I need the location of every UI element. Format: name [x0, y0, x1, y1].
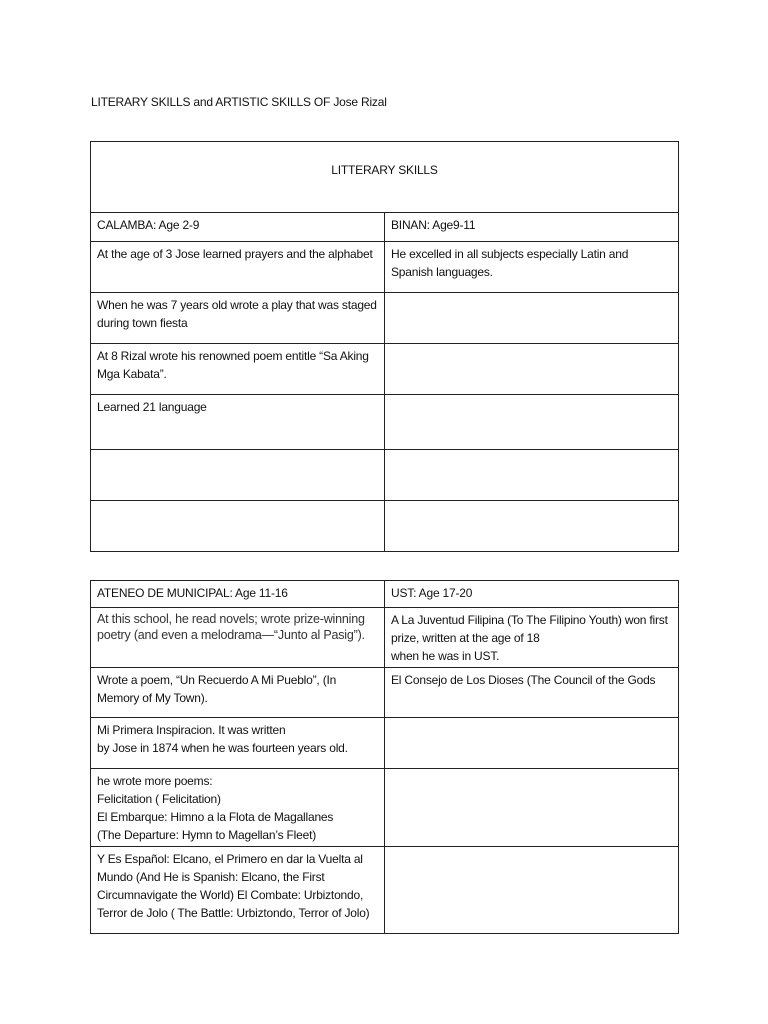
table-row — [91, 344, 679, 395]
table-cell: he wrote more poems: Felicitation ( Felicitation) El Embarque: Himno a la Flota de Magallanes (The Departure: Hymn to Magellan’s Fleet) — [91, 769, 385, 847]
table-cell — [385, 501, 679, 552]
table-row — [91, 847, 679, 934]
table-cell: At 8 Rizal wrote his renowned poem entitle “Sa Aking Mga Kabata”. — [91, 344, 385, 395]
table-row — [91, 608, 679, 668]
header-ateneo: ATENEO DE MUNICIPAL: Age 11-16 — [91, 581, 385, 608]
table-cell — [91, 501, 385, 552]
table-cell: He excelled in all subjects especially Latin and Spanish languages. — [385, 242, 679, 293]
table-cell — [385, 718, 679, 769]
school-skills-table — [90, 580, 679, 934]
table-row — [91, 242, 679, 293]
table-cell — [385, 293, 679, 344]
table-cell: At the age of 3 Jose learned prayers and the alphabet — [91, 242, 385, 293]
table-cell: Y Es Español: Elcano, el Primero en dar la Vuelta al Mundo (And He is Spanish: Elcano, the First Circumnavigate the World) El Combate: Urbiztondo, Terror de Jolo ( The Battle: Urbiztondo, Terror of Jolo) — [91, 847, 385, 934]
table-cell: Mi Primera Inspiracion. It was written by Jose in 1874 when he was fourteen years old. — [91, 718, 385, 769]
table-row — [91, 293, 679, 344]
table-cell — [385, 769, 679, 847]
table-row — [91, 718, 679, 769]
table-cell: A La Juventud Filipina (To The Filipino Youth) won first prize, written at the age of 18 when he was in UST. — [385, 608, 679, 668]
table-cell: At this school, he read novels; wrote prize-winning poetry (and even a melodrama—“Junto al Pasig”). — [91, 608, 385, 668]
table-cell — [385, 847, 679, 934]
header-calamba: CALAMBA: Age 2-9 — [91, 213, 385, 242]
table-row — [91, 769, 679, 847]
table-row — [91, 395, 679, 450]
table-cell — [91, 450, 385, 501]
header-binan: BINAN: Age9-11 — [385, 213, 679, 242]
document-title: LITERARY SKILLS and ARTISTIC SKILLS OF Jose Rizal — [91, 95, 387, 109]
table-cell: When he was 7 years old wrote a play that was staged during town fiesta — [91, 293, 385, 344]
table-cell: Wrote a poem, “Un Recuerdo A Mi Pueblo”, (In Memory of My Town). — [91, 668, 385, 718]
table-cell: El Consejo de Los Dioses (The Council of the Gods — [385, 668, 679, 718]
table-row — [91, 668, 679, 718]
table-cell — [385, 395, 679, 450]
table-row — [91, 450, 679, 501]
table-cell: Learned 21 language — [91, 395, 385, 450]
header-ust: UST: Age 17-20 — [385, 581, 679, 608]
table-row — [91, 501, 679, 552]
table-cell — [385, 344, 679, 395]
literary-skills-table — [90, 141, 679, 552]
table-title: LITTERARY SKILLS — [91, 142, 679, 213]
table-cell — [385, 450, 679, 501]
